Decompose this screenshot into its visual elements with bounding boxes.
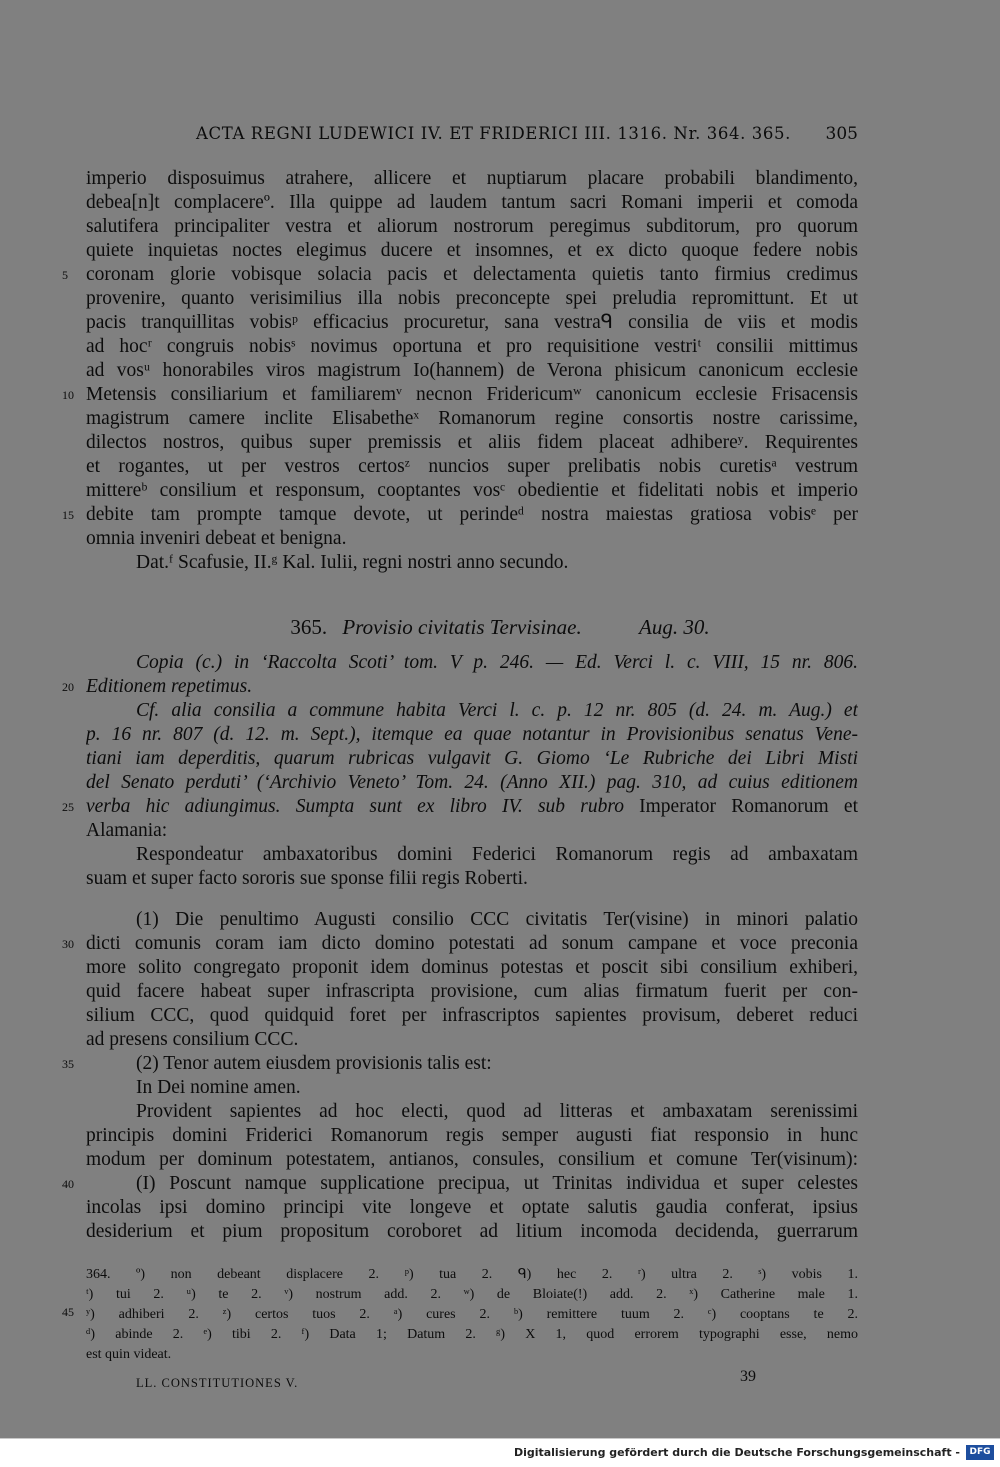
text-run: Cf. alia consilia a commune habita Verci l. c. p. 12 nr. 805 (d. 24. m. Aug.) et [136,700,858,721]
text-line [86,479,858,503]
letter-text-364 [62,167,858,575]
line-text: dicti comunis coram iam dicto domino potestati ad sonum campane et voce preconia [86,933,858,954]
line-text: quid facere habeat super infrascripta provisione, cum alias firmatum fuerit per con- [86,981,858,1002]
text-line [86,335,858,359]
document-heading-365 [0,615,1000,640]
text-line [86,455,858,479]
text-line [62,1052,858,1076]
line-number: 40 [62,1177,74,1191]
text-line [62,675,858,699]
document-date: Aug. 30. [639,615,710,639]
line-number: 5 [62,268,68,282]
document-number: 365. [290,615,328,639]
line-text: (2) Tenor autem eiusdem provisionis talis est: [136,1053,492,1074]
line-text: ad hocʳ congruis nobisˢ novimus oportuna et pro requisitione vestriᵗ consilii mittimus [86,336,858,357]
line-text [86,795,858,819]
text-line [86,723,858,747]
text-line [86,1004,858,1028]
text-line [86,1196,858,1220]
text-line [86,699,858,723]
text-line [62,503,858,527]
text-run: del Senato perduti’ (‘Archivio Veneto’ Tom. 24. (Anno XII.) pag. 310, ad cuius editionem [86,772,858,793]
text-line [86,980,858,1004]
line-text [86,843,858,867]
text-line [62,1305,858,1325]
text-line [86,239,858,263]
line-text: ad presens consilium CCC. [86,1029,299,1050]
line-number: 15 [62,508,74,522]
provision-text-365 [62,908,858,1244]
line-text: modum per dominum potestatem, antianos, consules, consilium et comune Ter(visinum): [86,1149,858,1170]
line-text [86,699,858,723]
text-run: Copia (c.) in ‘Raccolta Scoti’ tom. V p. 246. — Ed. Verci l. c. VIII, 15 nr. 806. [136,652,858,673]
text-line [86,908,858,932]
running-title: ACTA REGNI LUDEWICI IV. ET FRIDERICI III. 1316. Nr. 364. 365. [196,124,791,143]
line-text: (1) Die penultimo Augusti consilio CCC civitatis Ter(visine) in minori palatio [136,909,858,930]
line-text: provenire, quanto verisimilius illa nobis preconcepte spei preludia repromittunt. Et ut [86,288,858,309]
line-text: Metensis consiliarium et familiaremᵛ necnon Fridericumʷ canonicum ecclesie Frisacensis [86,384,858,405]
text-line [62,795,858,819]
dfg-logo: DFG [966,1445,994,1460]
line-text: imperio disposuimus atrahere, allicere et nuptiarum placare probabili blandimento, [86,168,858,189]
line-number: 30 [62,937,74,951]
page-number: 305 [825,124,858,144]
text-line [86,771,858,795]
text-line [62,383,858,407]
text-run: p. 16 nr. 807 (d. 12. m. Sept.), itemque ea quae notantur in Provisionibus senatus Vene- [86,724,858,745]
text-line [86,287,858,311]
text-run: Respondeatur ambaxatoribus domini Federici Romanorum regis ad ambaxatam [136,844,858,865]
editorial-preamble-365 [62,651,858,891]
line-text [86,747,858,771]
document-title: Provisio civitatis Tervisinae. [342,615,582,639]
line-text: incolas ipsi domino principi vite longeve et optate salutis gaudia conferat, ipsius [86,1197,858,1218]
text-line [86,651,858,675]
line-text [86,723,858,747]
text-line [86,1220,858,1244]
text-line [62,1172,858,1196]
text-run: Alamania: [86,820,168,841]
line-text: desiderium et pium propositum coroboret ad litium incomoda decidenda, guerrarum [86,1221,858,1242]
line-text: ᵗ) tui 2. ᵘ) te 2. ᵛ) nostrum add. 2. ʷ) de Bloiate(!) add. 2. ˣ) Catherine male 1. [86,1287,858,1302]
line-text: salutifera principaliter vestra et aliorum nostrorum peregimus subditorum, pro quorum [86,216,858,237]
line-text: quiete inquietas noctes elegimus ducere et insomnes, et ex dicto quoque federe nobis [86,240,858,261]
text-line [86,867,858,891]
text-line [86,551,858,575]
line-text: In Dei nomine amen. [136,1077,301,1098]
text-run: Editionem repetimus. [86,676,253,697]
text-line [86,956,858,980]
line-text: mittereᵇ consilium et responsum, cooptantes vosᶜ obedientie et fidelitati nobis et imperio [86,480,858,501]
line-text: ad vosᵘ honorabiles viros magistrum Io(hannem) de Verona phisicum canonicum ecclesie [86,360,858,381]
line-number: 25 [62,800,74,814]
text-line [86,191,858,215]
text-line [86,1076,858,1100]
text-line [86,527,858,551]
text-line [86,431,858,455]
text-run: Imperator Romanorum et [623,796,858,817]
line-text: pacis tranquillitas vobisᵖ efficacius procuretur, sana vestraᑫ consilia de viis et modis [86,312,858,333]
text-line [86,359,858,383]
text-line [86,1148,858,1172]
text-line [86,1345,858,1365]
text-line [62,263,858,287]
line-text: principis domini Friderici Romanorum regis semper augusti fiat responsio in hunc [86,1125,858,1146]
text-line [86,1028,858,1052]
text-run: tiani iam deperditis, quarum rubricas vulgavit G. Giomo ‘Le Rubriche dei Libri Misti [86,748,858,769]
line-number: 10 [62,388,74,402]
line-text: more solito congregato proponit idem dominus potestas et poscit sibi consilium exhiberi, [86,957,858,978]
line-text: omnia inveniri debeat et benigna. [86,528,347,549]
text-line [86,747,858,771]
line-text: coronam glorie vobisque solacia pacis et delectamenta quietis tanto firmius credimus [86,264,858,285]
line-text: est quin videat. [86,1347,172,1362]
line-text: et rogantes, ut per vestros certosᶻ nuncios super prelibatis nobis curetisᵃ vestrum [86,456,858,477]
text-line [86,843,858,867]
line-text: dilectos nostros, quibus super premissis et aliis fidem placeat adhibereʸ. Requirentes [86,432,858,453]
line-number: 35 [62,1057,74,1071]
line-text [86,819,858,843]
text-line [86,167,858,191]
text-run: verba hic adiungimus. Sumpta sunt ex libro IV. sub rubro [86,796,624,817]
text-line [86,215,858,239]
line-text: (I) Poscunt namque supplicatione precipua, ut Trinitas individua et super celestes [136,1173,858,1194]
line-text: ᵈ) abinde 2. ᵉ) tibi 2. ᶠ) Data 1; Datum 2. ᵍ) X 1, quod errorem typographi esse, nemo [86,1327,858,1342]
line-text [86,675,858,699]
line-text: debite tam prompte tamque devote, ut perindeᵈ nostra maiestas gratiosa vobisᵉ per [86,504,858,525]
digitization-footer [0,1439,1000,1467]
line-text [86,771,858,795]
line-text: silium CCC, quod quidquid foret per infrascriptos sapientes provisum, deberet reduci [86,1005,858,1026]
line-text: debea[n]t complacereº. Illa quippe ad laudem tantum sacri Romani imperii et comoda [86,192,858,213]
footnotes [62,1265,858,1365]
text-line [86,1285,858,1305]
running-header [86,124,858,150]
line-text: Provident sapientes ad hoc electi, quod ad litteras et ambaxatam serenissimi [136,1101,858,1122]
line-text: ʸ) adhiberi 2. ᶻ) certos tuos 2. ᵃ) cures 2. ᵇ) remittere tuum 2. ᶜ) cooptans te 2. [86,1307,858,1322]
line-text [86,651,858,675]
text-line [86,1124,858,1148]
text-line [62,932,858,956]
text-line [86,1265,858,1285]
text-line [86,1325,858,1345]
sheet-number: 39 [740,1368,756,1385]
line-text: Dat.ᶠ Scafusie, II.ᵍ Kal. Iulii, regni nostri anno secundo. [136,552,569,573]
line-number: 20 [62,680,74,694]
funding-credit: Digitalisierung gefördert durch die Deutsche Forschungsgemeinschaft - [513,1446,960,1459]
line-text: 364. º) non debeant displacere 2. ᵖ) tua 2. ᑫ) hec 2. ʳ) ultra 2. ˢ) vobis 1. [86,1267,858,1282]
text-run: suam et super facto sororis sue sponse filii regis Roberti. [86,868,528,889]
line-text: magistrum camere inclite Elisabetheˣ Romanorum regine consortis nostre carissime, [86,408,858,429]
line-text [86,867,858,891]
text-line [86,1100,858,1124]
text-line [86,311,858,335]
signature-mark: LL. CONSTITUTIONES V. [136,1376,299,1390]
line-number: 45 [62,1305,74,1319]
text-line [86,407,858,431]
text-line [86,819,858,843]
